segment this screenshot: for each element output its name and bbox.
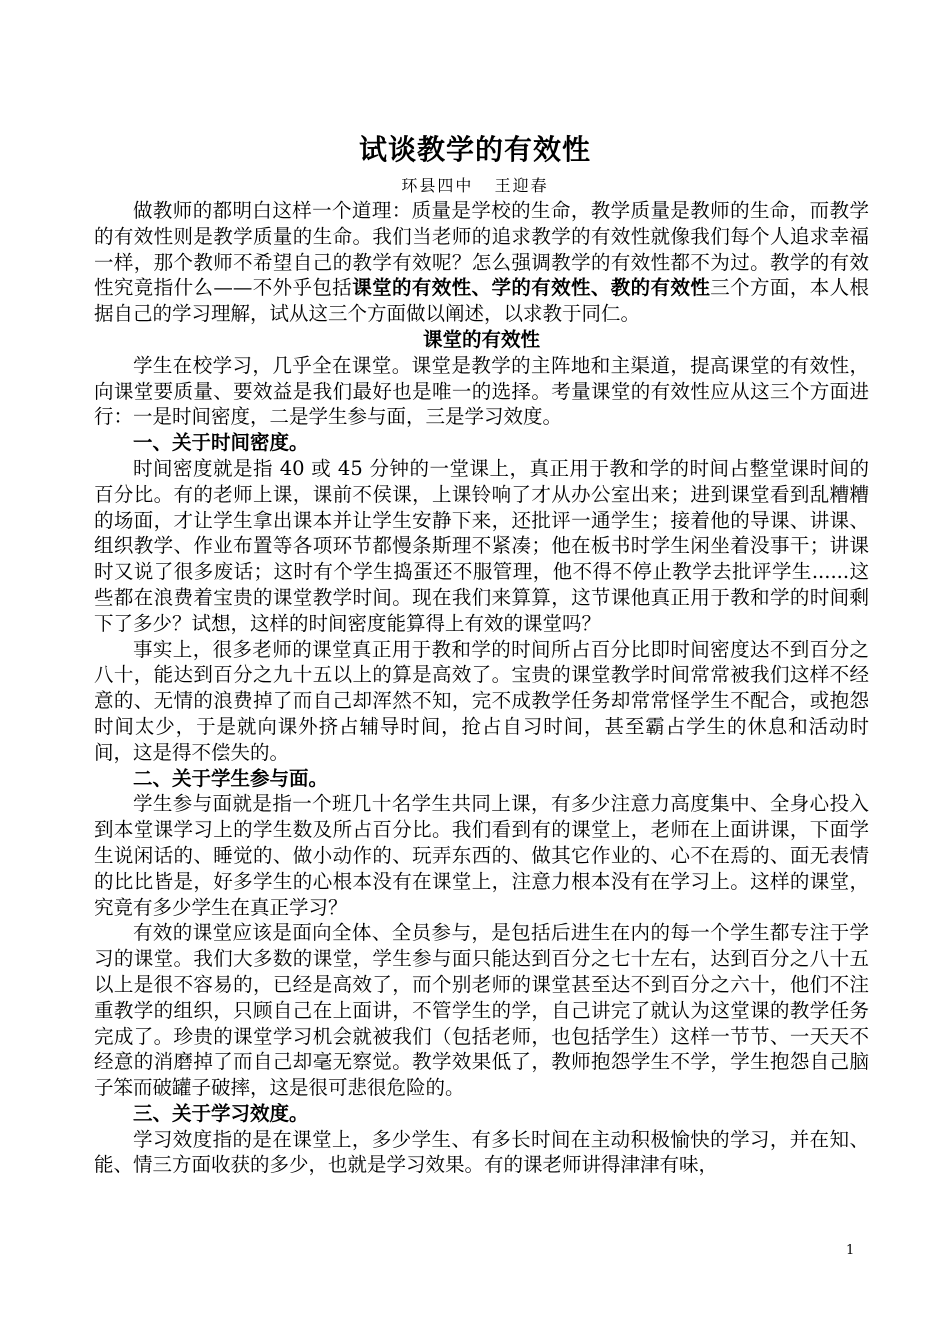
time-density-paragraph-1: 时间密度就是指 40 或 45 分钟的一堂课上，真正用于教和学的时间占整堂课时间的百分比。有的老师上课，课前不侯课，上课铃响了才从办公室出来；进到课堂看到乱糟糟的场面，才让学生拿出课本并让学生安静下来，还批评一通学生；接着他的导课、讲课、组织教学、作业布置等各项环节都慢条斯理不紧凑；他在板书时学生闲坐着没事干；讲课时又说了很多废话；这时有个学生捣蛋还不服管理，他不得不停止教学去批评学生......这些都在浪费着宝贵的课堂教学时间。现在我们来算算，这节课他真正用于教和学的时间剩下了多少？试想，这样的时间密度能算得上有效的课堂吗？ — [94, 456, 869, 635]
intro-text-start: 做教师的都明白这样一个道理：质量是学校的生命，教学质量是教师的生命，而教学的有效性则是教学质量的生命。我们当老师的追求教学的有效性就像我们每个人追求幸福一样，那个教师不希望自己的教学有效呢？怎么强调教学的有效性都不为过。教学的有效性究竟指什么——不外乎包括 — [94, 199, 869, 300]
document-author: 环县四中 王迎春 — [401, 176, 549, 195]
section-intro-paragraph: 学生在校学习，几乎全在课堂。课堂是教学的主阵地和主渠道，提高课堂的有效性，向课堂要质量、要效益是我们最好也是唯一的选择。考量课堂的有效性应从这三个方面进行：一是时间密度，二是学生参与面，三是学习效度。 — [94, 353, 869, 429]
subheading-time-density: 一、关于时间密度。 — [133, 431, 309, 455]
intro-paragraph — [94, 198, 869, 327]
section-heading-classroom: 课堂的有效性 — [422, 327, 540, 351]
subheading-learning-effectiveness: 三、关于学习效度。 — [133, 1101, 309, 1125]
document-title: 试谈教学的有效性 — [358, 133, 591, 166]
learning-effectiveness-paragraph: 学习效度指的是在课堂上，多少学生、有多长时间在主动积极愉快的学习，并在知、能、情三方面收获的多少，也就是学习效果。有的课老师讲得津津有味， — [94, 1127, 869, 1177]
participation-paragraph-1: 学生参与面就是指一个班几十名学生共同上课，有多少注意力高度集中、全身心投入到本堂课学习上的学生数及所占百分比。我们看到有的课堂上，老师在上面讲课，下面学生说闲话的、睡觉的、做小动作的、玩弄东西的、做其它作业的、心不在焉的、面无表情的比比皆是，好多学生的心根本没有在课堂上，注意力根本没有在学习上。这样的课堂，究竟有多少学生在真正学习？ — [94, 792, 869, 919]
intro-text-end: 三个方面，本人根据自己的学习理解，试从这三个方面做以阐述，以求教于同仁。 — [94, 276, 869, 326]
participation-paragraph-2: 有效的课堂应该是面向全体、全员参与，是包括后进生在内的每一个学生都专注于学习的课堂。我们大多数的课堂，学生参与面只能达到百分之七十左右，达到百分之八十五以上是很不容易的，已经是高效了，而个别老师的课堂甚至达不到百分之六十，他们不注重教学的组织，只顾自己在上面讲，不管学生的学，自己讲完了就认为这堂课的教学任务完成了。珍贵的课堂学习机会就被我们（包括老师，也包括学生）这样一节节、一天天不经意的消磨掉了而自己却毫无察觉。教学效果低了，教师抱怨学生不学，学生抱怨自己脑子笨而破罐子破摔，这是很可悲很危险的。 — [94, 921, 869, 1100]
page-number: 1 — [846, 1243, 855, 1258]
document-body — [94, 198, 869, 1178]
time-density-paragraph-2: 事实上，很多老师的课堂真正用于教和学的时间所占百分比即时间密度达不到百分之八十，能达到百分之九十五以上的算是高效了。宝贵的课堂教学时间常常被我们这样不经意的、无情的浪费掉了而自己却浑然不知，完不成教学任务却常常怪学生不配合，或抱怨时间太少，于是就向课外挤占辅导时间，抢占自习时间，甚至霸占学生的休息和活动时间，这是得不偿失的。 — [94, 637, 869, 764]
subheading-participation: 二、关于学生参与面。 — [133, 766, 329, 790]
intro-bold-phrase: 课堂的有效性、学的有效性、教的有效性 — [352, 276, 711, 300]
